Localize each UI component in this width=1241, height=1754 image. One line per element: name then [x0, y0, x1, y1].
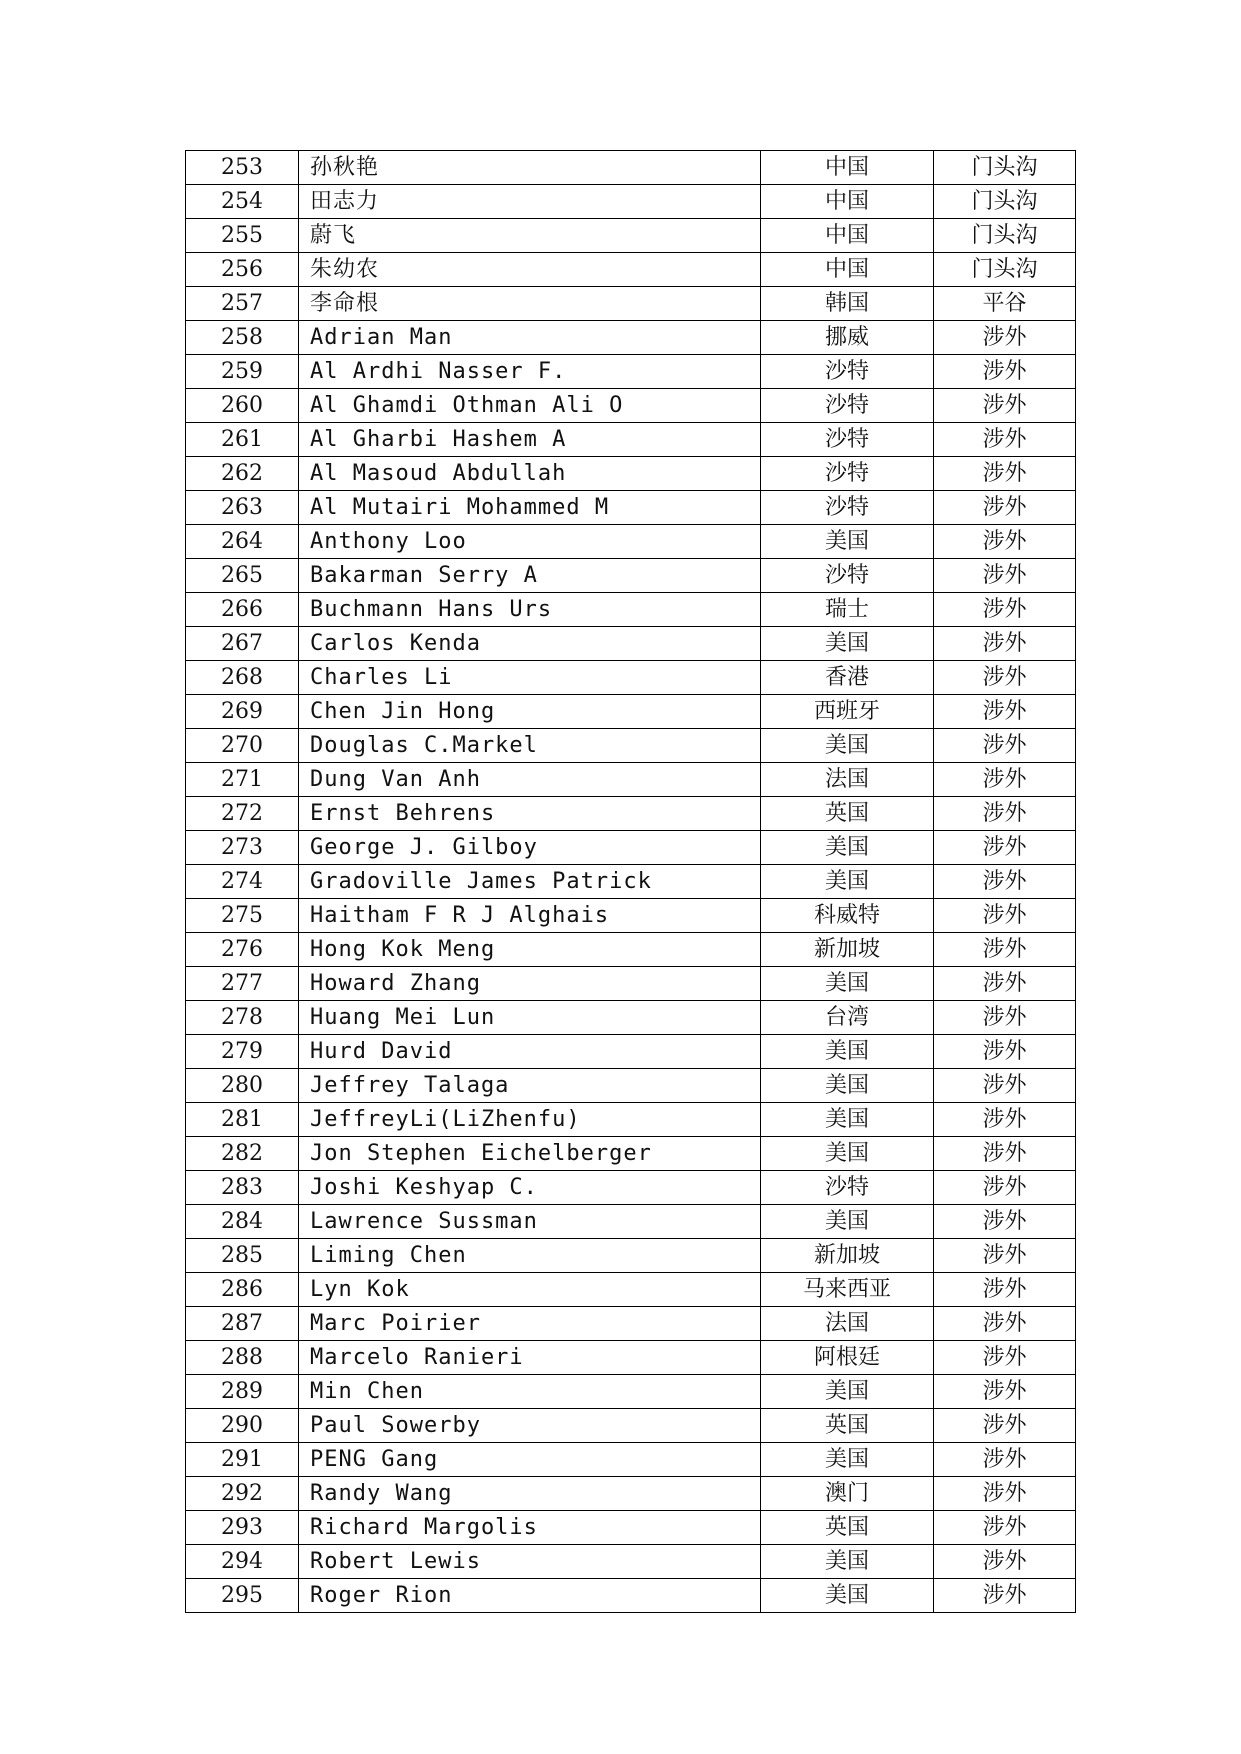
row-number-cell: 268 — [186, 661, 299, 695]
table-row — [186, 1171, 1076, 1205]
table-row — [186, 1035, 1076, 1069]
region-cell: 涉外 — [934, 661, 1076, 695]
table-row — [186, 1205, 1076, 1239]
region-cell: 涉外 — [934, 1035, 1076, 1069]
country-cell: 新加坡 — [761, 933, 934, 967]
name-cell: Douglas C.Markel — [299, 729, 761, 763]
table-row — [186, 1273, 1076, 1307]
table-row — [186, 627, 1076, 661]
name-cell: Lyn Kok — [299, 1273, 761, 1307]
name-cell: Robert Lewis — [299, 1545, 761, 1579]
region-cell: 涉外 — [934, 1069, 1076, 1103]
region-cell: 涉外 — [934, 1205, 1076, 1239]
name-cell: 李命根 — [299, 287, 761, 321]
row-number-cell: 256 — [186, 253, 299, 287]
country-cell: 美国 — [761, 1069, 934, 1103]
name-cell: Ernst Behrens — [299, 797, 761, 831]
country-cell: 美国 — [761, 1205, 934, 1239]
region-cell: 涉外 — [934, 457, 1076, 491]
table-row — [186, 933, 1076, 967]
country-cell: 中国 — [761, 253, 934, 287]
name-cell: Jeffrey Talaga — [299, 1069, 761, 1103]
country-cell: 中国 — [761, 151, 934, 185]
table-row — [186, 219, 1076, 253]
table-row — [186, 559, 1076, 593]
country-cell: 沙特 — [761, 491, 934, 525]
region-cell: 涉外 — [934, 1273, 1076, 1307]
region-cell: 平谷 — [934, 287, 1076, 321]
table-row — [186, 967, 1076, 1001]
country-cell: 沙特 — [761, 559, 934, 593]
row-number-cell: 282 — [186, 1137, 299, 1171]
region-cell: 涉外 — [934, 865, 1076, 899]
country-cell: 英国 — [761, 1511, 934, 1545]
country-cell: 挪威 — [761, 321, 934, 355]
region-cell: 涉外 — [934, 967, 1076, 1001]
row-number-cell: 263 — [186, 491, 299, 525]
row-number-cell: 258 — [186, 321, 299, 355]
table-row — [186, 321, 1076, 355]
country-cell: 美国 — [761, 1545, 934, 1579]
table-row — [186, 1001, 1076, 1035]
country-cell: 美国 — [761, 1579, 934, 1613]
region-cell: 涉外 — [934, 899, 1076, 933]
country-cell: 英国 — [761, 797, 934, 831]
row-number-cell: 288 — [186, 1341, 299, 1375]
table-row — [186, 1239, 1076, 1273]
row-number-cell: 266 — [186, 593, 299, 627]
country-cell: 阿根廷 — [761, 1341, 934, 1375]
row-number-cell: 293 — [186, 1511, 299, 1545]
name-cell: Al Mutairi Mohammed M — [299, 491, 761, 525]
name-cell: Min Chen — [299, 1375, 761, 1409]
region-cell: 涉外 — [934, 1443, 1076, 1477]
region-cell: 涉外 — [934, 763, 1076, 797]
region-cell: 涉外 — [934, 1239, 1076, 1273]
name-cell: Adrian Man — [299, 321, 761, 355]
country-cell: 香港 — [761, 661, 934, 695]
table-row — [186, 355, 1076, 389]
country-cell: 法国 — [761, 1307, 934, 1341]
table-row — [186, 389, 1076, 423]
row-number-cell: 255 — [186, 219, 299, 253]
table-row — [186, 1069, 1076, 1103]
country-cell: 美国 — [761, 1035, 934, 1069]
name-cell: Paul Sowerby — [299, 1409, 761, 1443]
region-cell: 涉外 — [934, 1341, 1076, 1375]
region-cell: 涉外 — [934, 1409, 1076, 1443]
region-cell: 涉外 — [934, 831, 1076, 865]
country-cell: 韩国 — [761, 287, 934, 321]
region-cell: 涉外 — [934, 1477, 1076, 1511]
region-cell: 涉外 — [934, 695, 1076, 729]
country-cell: 科威特 — [761, 899, 934, 933]
country-cell: 沙特 — [761, 389, 934, 423]
name-cell: Bakarman Serry A — [299, 559, 761, 593]
country-cell: 沙特 — [761, 355, 934, 389]
region-cell: 涉外 — [934, 1103, 1076, 1137]
country-cell: 中国 — [761, 185, 934, 219]
country-cell: 美国 — [761, 1375, 934, 1409]
region-cell: 涉外 — [934, 797, 1076, 831]
row-number-cell: 270 — [186, 729, 299, 763]
country-cell: 美国 — [761, 831, 934, 865]
row-number-cell: 284 — [186, 1205, 299, 1239]
region-cell: 门头沟 — [934, 219, 1076, 253]
country-cell: 中国 — [761, 219, 934, 253]
row-number-cell: 264 — [186, 525, 299, 559]
table-row — [186, 1511, 1076, 1545]
table-row — [186, 185, 1076, 219]
region-cell: 涉外 — [934, 1307, 1076, 1341]
name-cell: Roger Rion — [299, 1579, 761, 1613]
name-cell: Al Gharbi Hashem A — [299, 423, 761, 457]
region-cell: 涉外 — [934, 559, 1076, 593]
region-cell: 涉外 — [934, 593, 1076, 627]
region-cell: 涉外 — [934, 627, 1076, 661]
name-cell: Randy Wang — [299, 1477, 761, 1511]
row-number-cell: 265 — [186, 559, 299, 593]
country-cell: 美国 — [761, 1137, 934, 1171]
name-cell: Lawrence Sussman — [299, 1205, 761, 1239]
row-number-cell: 291 — [186, 1443, 299, 1477]
name-cell: Chen Jin Hong — [299, 695, 761, 729]
name-cell: 田志力 — [299, 185, 761, 219]
row-number-cell: 253 — [186, 151, 299, 185]
name-cell: Buchmann Hans Urs — [299, 593, 761, 627]
name-cell: Hurd David — [299, 1035, 761, 1069]
row-number-cell: 254 — [186, 185, 299, 219]
country-cell: 美国 — [761, 1443, 934, 1477]
country-cell: 沙特 — [761, 423, 934, 457]
table-row — [186, 1307, 1076, 1341]
table-row — [186, 831, 1076, 865]
table-row — [186, 661, 1076, 695]
name-cell: Anthony Loo — [299, 525, 761, 559]
table-row — [186, 1409, 1076, 1443]
country-cell: 法国 — [761, 763, 934, 797]
table-row — [186, 457, 1076, 491]
row-number-cell: 275 — [186, 899, 299, 933]
country-cell: 台湾 — [761, 1001, 934, 1035]
name-cell: Al Ghamdi Othman Ali O — [299, 389, 761, 423]
country-cell: 美国 — [761, 967, 934, 1001]
name-cell: 孙秋艳 — [299, 151, 761, 185]
row-number-cell: 281 — [186, 1103, 299, 1137]
row-number-cell: 287 — [186, 1307, 299, 1341]
country-cell: 美国 — [761, 525, 934, 559]
name-cell: 朱幼农 — [299, 253, 761, 287]
name-cell: Marc Poirier — [299, 1307, 761, 1341]
name-cell: Al Masoud Abdullah — [299, 457, 761, 491]
name-cell: Gradoville James Patrick — [299, 865, 761, 899]
name-cell: PENG Gang — [299, 1443, 761, 1477]
country-cell: 瑞士 — [761, 593, 934, 627]
name-cell: Hong Kok Meng — [299, 933, 761, 967]
region-cell: 涉外 — [934, 1171, 1076, 1205]
region-cell: 涉外 — [934, 1579, 1076, 1613]
region-cell: 门头沟 — [934, 151, 1076, 185]
name-list-table — [185, 150, 1076, 1613]
table-row — [186, 1545, 1076, 1579]
country-cell: 沙特 — [761, 457, 934, 491]
row-number-cell: 286 — [186, 1273, 299, 1307]
region-cell: 涉外 — [934, 491, 1076, 525]
table-row — [186, 1137, 1076, 1171]
region-cell: 涉外 — [934, 729, 1076, 763]
row-number-cell: 292 — [186, 1477, 299, 1511]
table-row — [186, 287, 1076, 321]
table-row — [186, 1477, 1076, 1511]
region-cell: 门头沟 — [934, 253, 1076, 287]
row-number-cell: 295 — [186, 1579, 299, 1613]
table-row — [186, 151, 1076, 185]
country-cell: 澳门 — [761, 1477, 934, 1511]
name-cell: Dung Van Anh — [299, 763, 761, 797]
row-number-cell: 278 — [186, 1001, 299, 1035]
row-number-cell: 280 — [186, 1069, 299, 1103]
row-number-cell: 260 — [186, 389, 299, 423]
name-cell: Liming Chen — [299, 1239, 761, 1273]
row-number-cell: 285 — [186, 1239, 299, 1273]
region-cell: 涉外 — [934, 525, 1076, 559]
name-cell: Marcelo Ranieri — [299, 1341, 761, 1375]
table-row — [186, 899, 1076, 933]
table-row — [186, 1443, 1076, 1477]
row-number-cell: 272 — [186, 797, 299, 831]
row-number-cell: 262 — [186, 457, 299, 491]
table-row — [186, 729, 1076, 763]
row-number-cell: 294 — [186, 1545, 299, 1579]
country-cell: 美国 — [761, 1103, 934, 1137]
country-cell: 西班牙 — [761, 695, 934, 729]
table-row — [186, 695, 1076, 729]
table-row — [186, 491, 1076, 525]
row-number-cell: 279 — [186, 1035, 299, 1069]
row-number-cell: 267 — [186, 627, 299, 661]
row-number-cell: 274 — [186, 865, 299, 899]
table-row — [186, 1375, 1076, 1409]
row-number-cell: 257 — [186, 287, 299, 321]
table-row — [186, 763, 1076, 797]
country-cell: 美国 — [761, 865, 934, 899]
row-number-cell: 271 — [186, 763, 299, 797]
region-cell: 涉外 — [934, 389, 1076, 423]
country-cell: 英国 — [761, 1409, 934, 1443]
name-cell: Carlos Kenda — [299, 627, 761, 661]
table-row — [186, 593, 1076, 627]
row-number-cell: 259 — [186, 355, 299, 389]
country-cell: 马来西亚 — [761, 1273, 934, 1307]
name-cell: Jon Stephen Eichelberger — [299, 1137, 761, 1171]
row-number-cell: 289 — [186, 1375, 299, 1409]
name-cell: George J. Gilboy — [299, 831, 761, 865]
country-cell: 沙特 — [761, 1171, 934, 1205]
row-number-cell: 273 — [186, 831, 299, 865]
region-cell: 门头沟 — [934, 185, 1076, 219]
table-row — [186, 525, 1076, 559]
region-cell: 涉外 — [934, 321, 1076, 355]
name-cell: Al Ardhi Nasser F. — [299, 355, 761, 389]
country-cell: 美国 — [761, 627, 934, 661]
table-row — [186, 253, 1076, 287]
name-cell: Haitham F R J Alghais — [299, 899, 761, 933]
region-cell: 涉外 — [934, 1001, 1076, 1035]
region-cell: 涉外 — [934, 423, 1076, 457]
name-cell: 蔚飞 — [299, 219, 761, 253]
row-number-cell: 277 — [186, 967, 299, 1001]
row-number-cell: 269 — [186, 695, 299, 729]
row-number-cell: 276 — [186, 933, 299, 967]
table-row — [186, 423, 1076, 457]
name-cell: Charles Li — [299, 661, 761, 695]
table-row — [186, 1103, 1076, 1137]
country-cell: 美国 — [761, 729, 934, 763]
region-cell: 涉外 — [934, 1137, 1076, 1171]
region-cell: 涉外 — [934, 1545, 1076, 1579]
table-row — [186, 1341, 1076, 1375]
table-row — [186, 797, 1076, 831]
row-number-cell: 290 — [186, 1409, 299, 1443]
row-number-cell: 261 — [186, 423, 299, 457]
region-cell: 涉外 — [934, 355, 1076, 389]
region-cell: 涉外 — [934, 1511, 1076, 1545]
country-cell: 新加坡 — [761, 1239, 934, 1273]
row-number-cell: 283 — [186, 1171, 299, 1205]
region-cell: 涉外 — [934, 1375, 1076, 1409]
name-cell: Joshi Keshyap C. — [299, 1171, 761, 1205]
name-cell: JeffreyLi(LiZhenfu) — [299, 1103, 761, 1137]
table-row — [186, 865, 1076, 899]
name-cell: Huang Mei Lun — [299, 1001, 761, 1035]
table-row — [186, 1579, 1076, 1613]
name-cell: Howard Zhang — [299, 967, 761, 1001]
table-body — [186, 151, 1076, 1613]
name-cell: Richard Margolis — [299, 1511, 761, 1545]
region-cell: 涉外 — [934, 933, 1076, 967]
